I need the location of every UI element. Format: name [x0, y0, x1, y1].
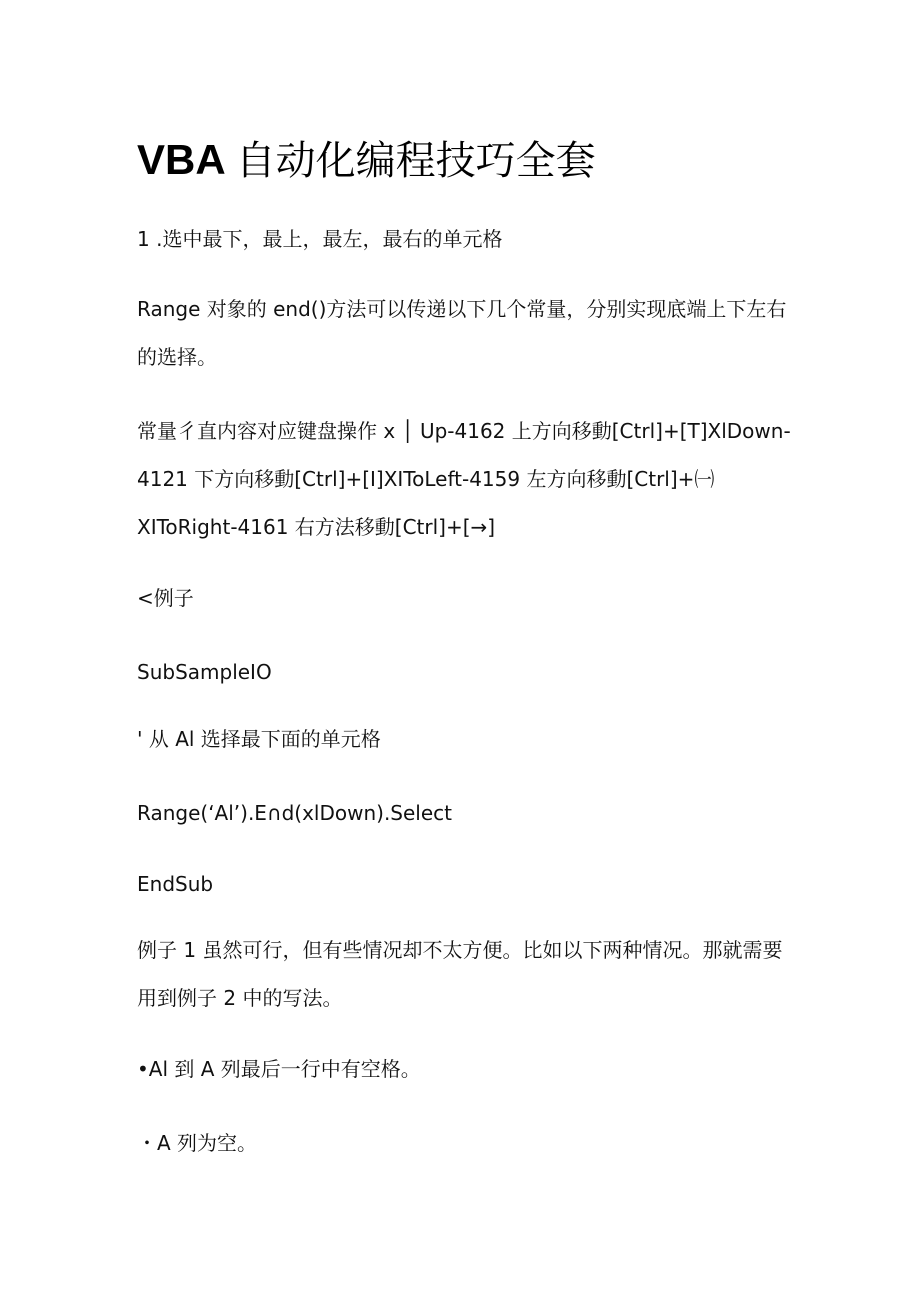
- bullet-item: ・A 列为空。: [137, 1131, 258, 1155]
- paragraph-line: 用到例子 2 中的写法。: [137, 986, 343, 1010]
- document-title: [137, 132, 596, 189]
- paragraph-line: Range 对象的 end()方法可以传递以下几个常量，分别实现底端上下左右: [137, 297, 787, 321]
- table-text-line: 4121 下方向移動[Ctrl]+[I]XIToLeft-4159 左方向移動[Ctrl]+㈠: [137, 467, 715, 491]
- heading-1: 1 .选中最下，最上，最左，最右的单元格: [137, 227, 503, 251]
- table-text-line: XIToRight-4161 右方法移動[Ctrl]+[→]: [137, 515, 496, 539]
- code-line: Range(‘Al’).E∩d(xlDown).Select: [137, 801, 452, 825]
- code-comment: ' 从 Al 选择最下面的单元格: [137, 727, 381, 751]
- paragraph-line: 的选择。: [137, 345, 217, 369]
- title-cjk: 自动化编程技巧全套: [235, 138, 596, 184]
- example-label: <例子: [137, 586, 194, 610]
- table-text-line: 常量彳直内容对应键盘操作 x │ Up-4162 上方向移動[Ctrl]+[T]XlDown-: [137, 419, 791, 443]
- title-latin: VBA: [137, 136, 226, 183]
- code-line: SubSampleIO: [137, 660, 272, 684]
- bullet-item: •Al 到 A 列最后一行中有空格。: [137, 1057, 421, 1081]
- paragraph-line: 例子 1 虽然可行，但有些情况却不太方便。比如以下两种情况。那就需要: [137, 938, 783, 962]
- code-line: EndSub: [137, 872, 214, 896]
